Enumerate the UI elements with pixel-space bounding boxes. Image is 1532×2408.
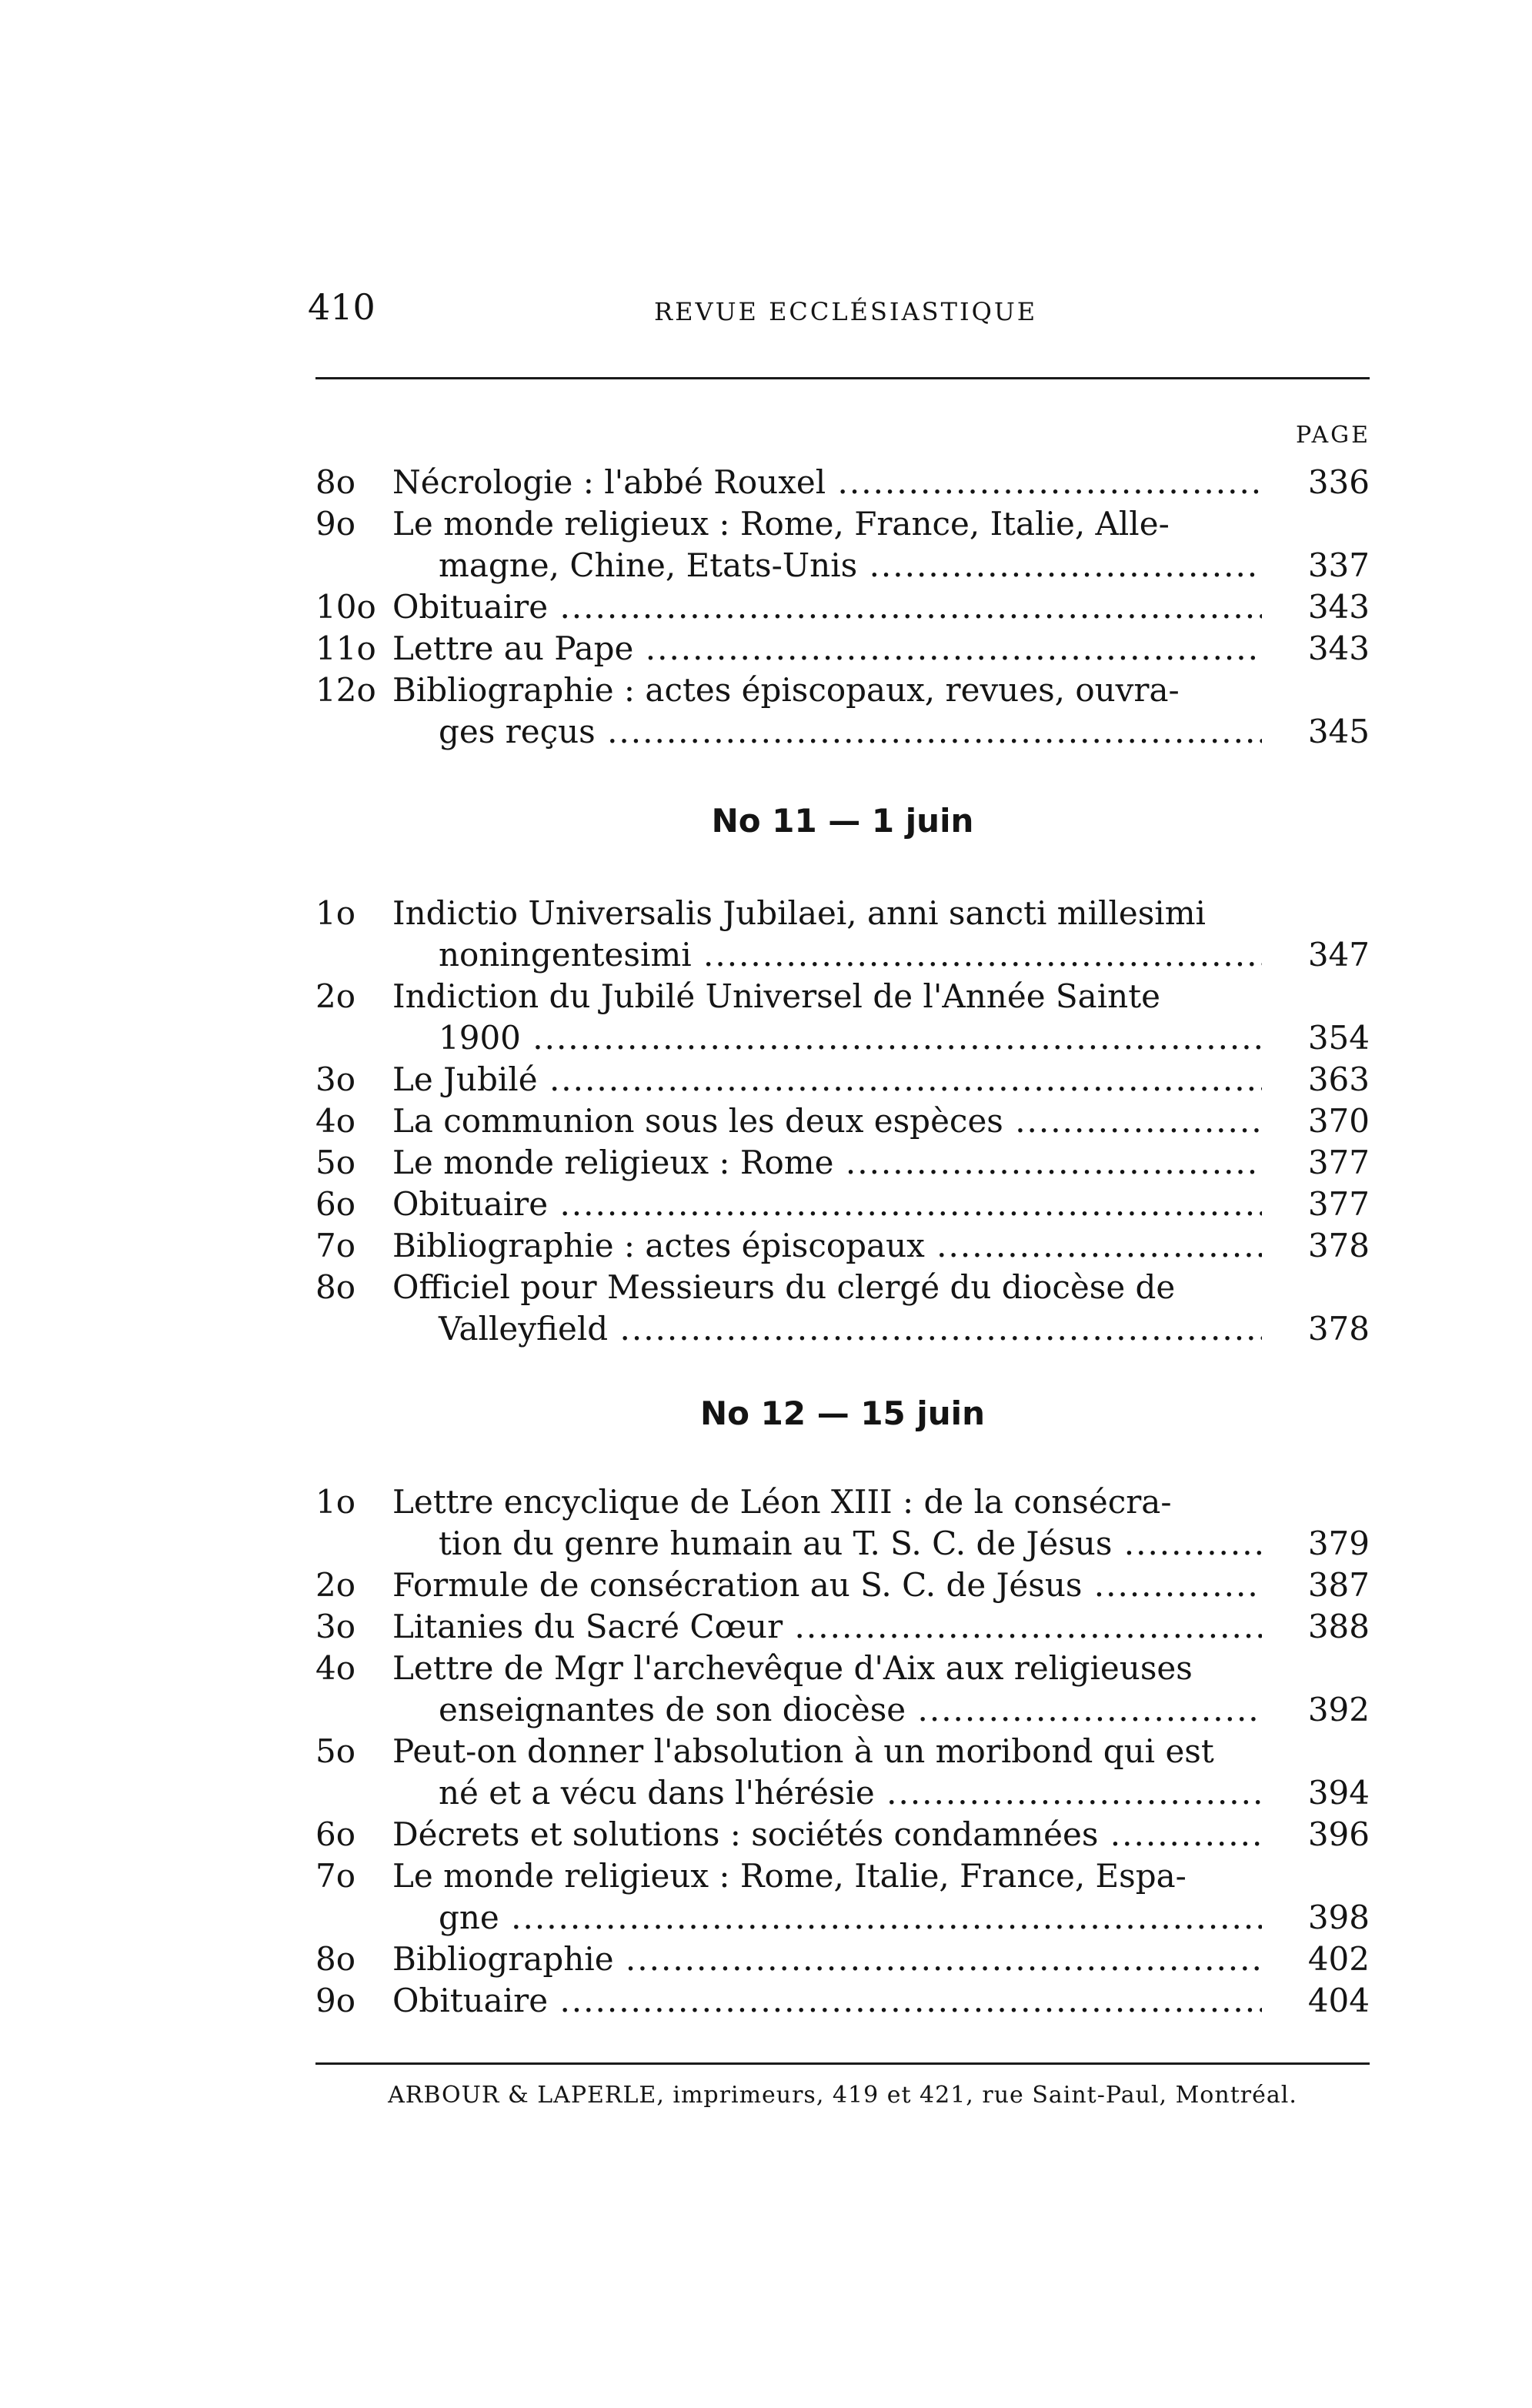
toc-entry <box>315 628 1370 670</box>
entry-title-line: Obituaire ..... <box>392 586 1262 628</box>
toc-entry <box>315 1731 1370 1814</box>
entry-title-line: Formule de consécration au S. C. de Jésus ..... <box>392 1565 1262 1606</box>
entry-page-number: 402 <box>1307 1940 1370 1978</box>
section-heading-no12: No 12 — 15 juin <box>700 1394 985 1432</box>
toc-section-no12 <box>315 1481 1370 2022</box>
entry-title <box>392 1814 1262 1855</box>
entry-title-line: Le monde religieux : Rome, Italie, France, Espa- <box>392 1857 1187 1895</box>
entry-title-line: noningentesimi ..... <box>392 934 1262 976</box>
toc-section-no11 <box>315 893 1370 1350</box>
entry-page-number: 379 <box>1307 1525 1370 1562</box>
entry-number: 11o <box>315 630 376 667</box>
header-rule <box>315 377 1370 379</box>
entry-title-line: enseignantes de son diocèse ..... <box>392 1689 1262 1731</box>
toc-entry <box>315 462 1370 503</box>
entry-title-line: tion du genre humain au T. S. C. de Jésus ..... <box>392 1523 1262 1565</box>
entry-page-number: 343 <box>1307 630 1370 667</box>
entry-title-line: Valleyfield ..... <box>392 1308 1262 1350</box>
entry-title-line: Le monde religieux : Rome ..... <box>392 1142 1262 1184</box>
entry-title-line: Lettre encyclique de Léon XIII : de la consécra- <box>392 1483 1172 1521</box>
toc-entry <box>315 1481 1370 1565</box>
footer-rule <box>315 2062 1370 2065</box>
entry-number: 6o <box>315 1815 356 1853</box>
entry-title-line: Décrets et solutions : sociétés condamnées ..... <box>392 1814 1262 1855</box>
entry-page-number: 392 <box>1307 1691 1370 1728</box>
entry-page-number: 404 <box>1307 1982 1370 2019</box>
entry-number: 6o <box>315 1185 356 1223</box>
entry-page-number: 388 <box>1307 1608 1370 1645</box>
entry-title-line: ges reçus ..... <box>392 711 1262 753</box>
entry-number: 1o <box>315 1483 356 1521</box>
entry-title-line: Indictio Universalis Jubilaei, anni sancti millesimi <box>392 894 1206 932</box>
entry-title <box>392 1980 1262 2022</box>
entry-page-number: 377 <box>1307 1144 1370 1181</box>
entry-title <box>392 1184 1262 1225</box>
entry-page-number: 378 <box>1307 1227 1370 1264</box>
entry-page-number: 377 <box>1307 1185 1370 1223</box>
entry-title <box>392 893 1262 976</box>
entry-page-number: 398 <box>1307 1899 1370 1936</box>
entry-title-line: Lettre au Pape ..... <box>392 628 1262 670</box>
entry-page-number: 363 <box>1307 1060 1370 1098</box>
section-heading-no11: No 11 — 1 juin <box>711 802 974 840</box>
entry-title <box>392 1855 1262 1939</box>
entry-number: 10o <box>315 588 376 626</box>
entry-title <box>392 1100 1262 1142</box>
entry-page-number: 347 <box>1307 936 1370 974</box>
entry-page-number: 378 <box>1307 1310 1370 1348</box>
entry-number: 8o <box>315 1268 356 1306</box>
toc-entry <box>315 1606 1370 1648</box>
toc-entry <box>315 1855 1370 1939</box>
entry-title-line: Litanies du Sacré Cœur ..... <box>392 1606 1262 1648</box>
entry-title-line: Obituaire ..... <box>392 1184 1262 1225</box>
entry-number: 7o <box>315 1227 356 1264</box>
toc-entry <box>315 1939 1370 1980</box>
entry-title <box>392 1939 1262 1980</box>
entry-title <box>392 628 1262 670</box>
toc-entry <box>315 1142 1370 1184</box>
toc-entry <box>315 1648 1370 1731</box>
toc-entry <box>315 1100 1370 1142</box>
entry-title <box>392 462 1262 503</box>
entry-page-number: 370 <box>1307 1102 1370 1140</box>
entry-number: 5o <box>315 1144 356 1181</box>
entry-number: 4o <box>315 1102 356 1140</box>
entry-page-number: 396 <box>1307 1815 1370 1853</box>
toc-entry <box>315 893 1370 976</box>
entry-page-number: 336 <box>1307 463 1370 501</box>
toc-entry <box>315 670 1370 753</box>
toc-entry <box>315 976 1370 1059</box>
entry-number: 8o <box>315 1940 356 1978</box>
toc-entry <box>315 1059 1370 1100</box>
entry-title-line: Indiction du Jubilé Universel de l'Année Sainte <box>392 977 1160 1015</box>
entry-number: 4o <box>315 1649 356 1687</box>
entry-page-number: 343 <box>1307 588 1370 626</box>
entry-page-number: 354 <box>1307 1019 1370 1057</box>
running-title: REVUE ECCLÉSIASTIQUE <box>654 297 1038 326</box>
entry-number: 7o <box>315 1857 356 1895</box>
entry-title <box>392 1267 1262 1350</box>
entry-title <box>392 1731 1262 1814</box>
entry-page-number: 387 <box>1307 1566 1370 1604</box>
page-header <box>308 286 1370 340</box>
toc-entry <box>315 1565 1370 1606</box>
toc-entry <box>315 1814 1370 1855</box>
entry-title <box>392 1142 1262 1184</box>
toc-entry <box>315 1184 1370 1225</box>
entry-title-line: Bibliographie : actes épiscopaux ..... <box>392 1225 1262 1267</box>
entry-number: 2o <box>315 977 356 1015</box>
entry-title-line: La communion sous les deux espèces ..... <box>392 1100 1262 1142</box>
toc-entry <box>315 1225 1370 1267</box>
toc-entry <box>315 586 1370 628</box>
entry-page-number: 345 <box>1307 713 1370 750</box>
entry-title-line: magne, Chine, Etats-Unis ..... <box>392 545 1262 586</box>
entry-number: 3o <box>315 1608 356 1645</box>
entry-title <box>392 1648 1262 1731</box>
entry-title <box>392 1225 1262 1267</box>
entry-page-number: 337 <box>1307 546 1370 584</box>
entry-title <box>392 1481 1262 1565</box>
entry-number: 5o <box>315 1732 356 1770</box>
page-number: 410 <box>308 286 375 328</box>
toc-entry <box>315 1267 1370 1350</box>
entry-title-line: Bibliographie : actes épiscopaux, revues, ouvra- <box>392 671 1180 709</box>
toc-entry <box>315 1980 1370 2022</box>
entry-title <box>392 1565 1262 1606</box>
entry-title <box>392 1606 1262 1648</box>
entry-title-line: Le monde religieux : Rome, France, Italie, Alle- <box>392 505 1170 543</box>
entry-title-line: Le Jubilé ..... <box>392 1059 1262 1100</box>
entry-title-line: Officiel pour Messieurs du clergé du diocèse de <box>392 1268 1176 1306</box>
entry-title <box>392 503 1262 586</box>
entry-number: 12o <box>315 671 376 709</box>
entry-number: 1o <box>315 894 356 932</box>
entry-title <box>392 976 1262 1059</box>
toc-section-continued <box>315 462 1370 753</box>
entry-number: 2o <box>315 1566 356 1604</box>
entry-title-line: Nécrologie : l'abbé Rouxel ..... <box>392 462 1262 503</box>
entry-title-line: Peut-on donner l'absolution à un moribond qui est <box>392 1732 1214 1770</box>
entry-title-line: né et a vécu dans l'hérésie ..... <box>392 1772 1262 1814</box>
entry-title <box>392 586 1262 628</box>
entry-title-line: Bibliographie ..... <box>392 1939 1262 1980</box>
entry-number: 9o <box>315 505 356 543</box>
toc-entry <box>315 503 1370 586</box>
entry-title <box>392 670 1262 753</box>
entry-number: 3o <box>315 1060 356 1098</box>
entry-page-number: 394 <box>1307 1774 1370 1812</box>
entry-title-line: Obituaire ..... <box>392 1980 1262 2022</box>
entry-title-line: gne ..... <box>392 1897 1262 1939</box>
entry-title-line: Lettre de Mgr l'archevêque d'Aix aux religieuses <box>392 1649 1193 1687</box>
entry-title <box>392 1059 1262 1100</box>
entry-number: 9o <box>315 1982 356 2019</box>
page-column-label: PAGE <box>1296 422 1370 449</box>
entry-title-line: 1900 ..... <box>392 1017 1262 1059</box>
printer-footer: ARBOUR & LAPERLE, imprimeurs, 419 et 421, rue Saint-Paul, Montréal. <box>388 2082 1297 2109</box>
entry-number: 8o <box>315 463 356 501</box>
